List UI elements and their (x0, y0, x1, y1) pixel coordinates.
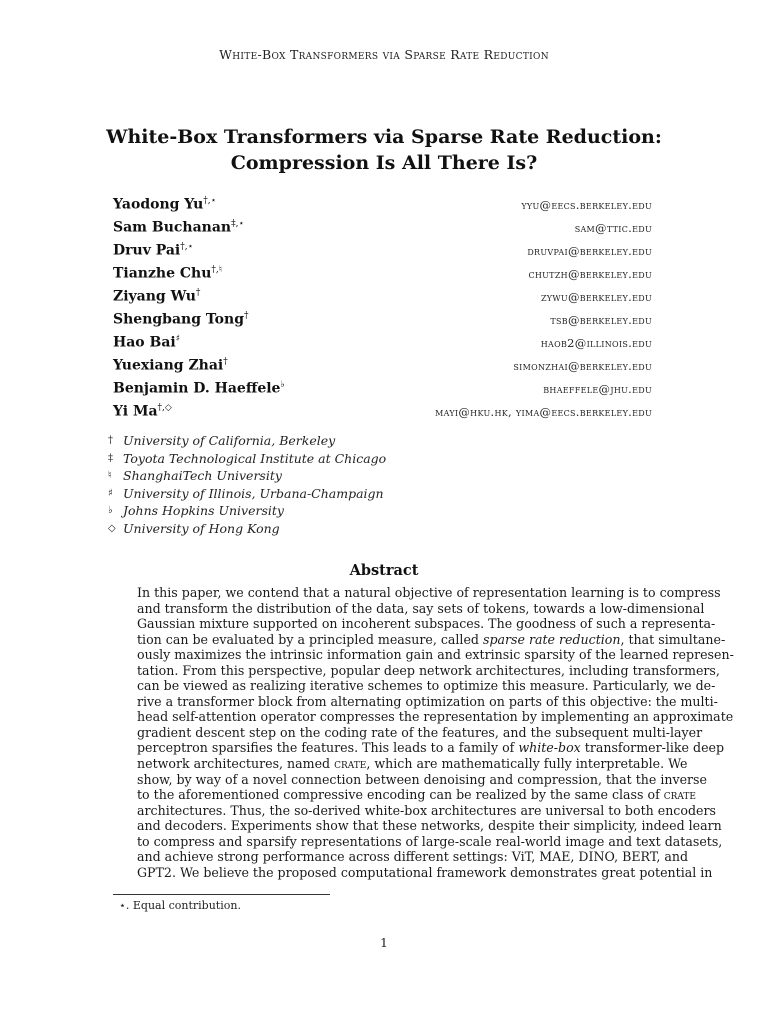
abstract-line: to compress and sparsify representations of large-scale real-world image and text datasets, (137, 833, 723, 849)
author-email: bhaeffele@jhu.edu (543, 382, 652, 396)
footnote-rule (113, 894, 330, 895)
author-email: sam@ttic.edu (574, 221, 652, 235)
affiliation-row (108, 467, 508, 485)
abstract-line: network architectures, named crate, which are mathematically fully interpretable. We (137, 756, 688, 772)
abstract-line: to the aforementioned compressive encoding can be realized by the same class of crate (137, 787, 696, 803)
affiliation-name: ShanghaiTech University (123, 468, 282, 484)
author-row (113, 219, 652, 242)
author-row (113, 311, 652, 334)
abstract-line: architectures. Thus, the so-derived white-box architectures are universal to both encoders (137, 802, 716, 818)
author-name: Yi Ma†,◇ (113, 403, 172, 420)
title-line-1: White-Box Transformers via Sparse Rate Reduction: (106, 126, 662, 148)
affiliation-mark: ♮ (108, 470, 112, 482)
author-row (113, 242, 652, 265)
abstract-line: and transform the distribution of the data, say sets of tokens, towards a low-dimensional (137, 600, 705, 616)
author-email: zywu@berkeley.edu (540, 290, 652, 304)
title-line-2: Compression Is All There Is? (230, 152, 538, 174)
author-affiliation-marks: † (195, 288, 201, 298)
abstract-line: perceptron sparsifies the features. This leads to a family of white-box transformer-like deep (137, 740, 725, 756)
author-row (113, 196, 652, 219)
affiliation-row (108, 520, 508, 538)
author-row (113, 357, 652, 380)
author-row (113, 265, 652, 288)
author-name: Shengbang Tong† (113, 311, 249, 328)
affiliation-mark: ‡ (108, 452, 113, 464)
affiliation-mark: ♯ (108, 487, 113, 499)
footnote: ⋆. Equal contribution. (119, 899, 241, 912)
abstract-line: In this paper, we contend that a natural objective of representation learning is to compress (137, 585, 721, 600)
affiliation-row (108, 432, 508, 450)
affiliation-name: Toyota Technological Institute at Chicago (123, 450, 387, 466)
abstract-line: and achieve strong performance across different settings: ViT, MAE, DINO, BERT, and (137, 849, 689, 865)
running-head: White-Box Transformers via Sparse Rate Reduction (219, 47, 549, 62)
author-row (113, 380, 652, 403)
author-affiliation-marks: †,⋆ (203, 196, 217, 206)
author-name: Yaodong Yu†,⋆ (113, 196, 217, 213)
abstract-line: Gaussian mixture supported on incoherent subspaces. The goodness of such a representa- (137, 616, 716, 632)
author-email: simonzhai@berkeley.edu (513, 359, 652, 373)
abstract-line: gradient descent step on the coding rate of the features, and the subsequent multi-layer (137, 724, 703, 740)
author-email: haob2@illinois.edu (540, 336, 652, 350)
author-row (113, 334, 652, 357)
abstract-body (137, 585, 734, 880)
affiliation-list (108, 432, 508, 538)
affiliation-row (108, 450, 508, 468)
affiliation-name: Johns Hopkins University (123, 503, 284, 519)
author-affiliation-marks: †,◇ (157, 403, 172, 413)
author-email: mayi@hku.hk, yima@eecs.berkeley.edu (435, 405, 652, 419)
affiliation-name: University of Illinois, Urbana-Champaign (123, 485, 384, 501)
affiliation-mark: ◇ (108, 522, 116, 534)
author-affiliation-marks: ♯ (175, 334, 181, 344)
affiliation-mark: ♭ (108, 505, 113, 517)
author-name: Benjamin D. Haeffele♭ (113, 380, 285, 397)
abstract-heading: Abstract (349, 562, 419, 579)
affiliation-mark: † (108, 435, 113, 446)
abstract-line: tation. From this perspective, popular deep network architectures, including transformers, (137, 662, 720, 678)
author-affiliation-marks: † (223, 357, 228, 367)
affiliation-row (108, 485, 508, 503)
author-affiliation-marks: ‡,⋆ (231, 219, 245, 229)
author-affiliation-marks: †,⋆ (180, 242, 194, 252)
affiliation-name: University of Hong Kong (123, 520, 280, 536)
abstract-line: rive a transformer block from alternating optimization on parts of this objective: the multi- (137, 693, 718, 709)
paper-title (0, 124, 768, 176)
author-name: Sam Buchanan‡,⋆ (113, 219, 245, 236)
abstract-line: head self-attention operator compresses the representation by implementing an approximate (137, 709, 734, 725)
author-name: Druv Pai†,⋆ (113, 242, 194, 259)
abstract-line: show, by way of a novel connection between denoising and compression, that the inverse (137, 771, 707, 787)
author-email: tsb@berkeley.edu (550, 313, 652, 327)
author-name: Hao Bai♯ (113, 334, 181, 351)
abstract-line: tion can be evaluated by a principled measure, called sparse rate reduction, that simultane- (137, 631, 726, 647)
affiliation-name: University of California, Berkeley (123, 433, 336, 448)
author-name: Yuexiang Zhai† (113, 357, 228, 374)
affiliation-row (108, 502, 508, 520)
author-email: yyu@eecs.berkeley.edu (521, 198, 652, 212)
abstract-line: can be viewed as realizing iterative schemes to optimize this measure. Particularly, we de- (137, 678, 716, 694)
author-name: Ziyang Wu† (113, 288, 201, 305)
author-email: druvpai@berkeley.edu (527, 244, 652, 258)
author-affiliation-marks: † (243, 311, 249, 321)
abstract-line: ously maximizes the intrinsic information gain and extrinsic sparsity of the learned represen- (137, 647, 734, 663)
author-name: Tianzhe Chu†,♮ (113, 265, 222, 282)
author-list (113, 196, 652, 426)
author-affiliation-marks: †,♮ (211, 265, 222, 275)
author-email: chutzh@berkeley.edu (528, 267, 652, 281)
abstract-line: GPT2. We believe the proposed computational framework demonstrates great potential in (137, 864, 713, 880)
abstract-line: and decoders. Experiments show that these networks, despite their simplicity, indeed learn (137, 818, 722, 834)
author-row (113, 288, 652, 311)
page-number: 1 (380, 935, 388, 950)
author-affiliation-marks: ♭ (280, 380, 285, 390)
author-row (113, 403, 652, 426)
